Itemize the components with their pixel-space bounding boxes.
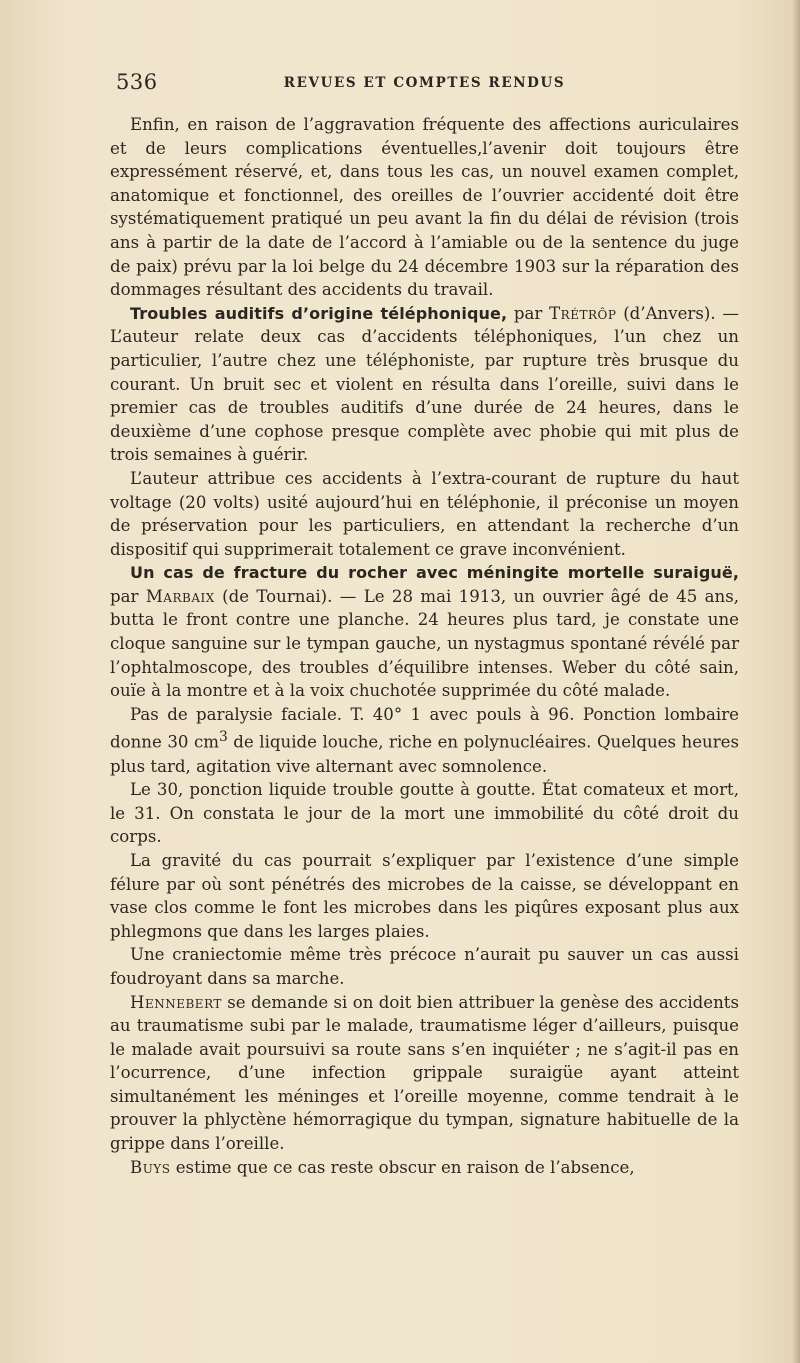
author-buys: Buys: [130, 1157, 171, 1177]
section-heading-troubles-auditifs: Troubles auditifs d’origine téléphonique,: [130, 303, 508, 323]
section-heading-fracture-rocher: Un cas de fracture du rocher avec méningite mortelle suraiguë,: [130, 563, 739, 583]
paragraph-gravite: La gravité du cas pourrait s’expliquer par l’existence d’une simple félure par où sont pénétrés des microbes de la caisse, se développant en vase clos comme le font les microbes dans les piqûres exposant plus aux phlegmons que dans les larges plaies.: [110, 850, 739, 941]
author-hennebert: Hennebert: [130, 992, 222, 1012]
author-marbaix: Marbaix: [145, 586, 215, 606]
paragraph-fracture-rocher: Un cas de fracture du rocher avec méningite mortelle suraiguë, par Marbaix (de Tournai). — Le 28 mai 1913, un ouvrier âgé de 45 ans, butta le front contre une planche. 24 heures plus tard, je constate une cloque sanguine sur le tympan gauche, un nystagmus spontané révélé par l’ophtalmoscope, des troubles d’équilibre intenses. Weber du côté sain, ouïe à la montre et à la voix chuchotée supprimée du côté malade.: [110, 563, 739, 701]
page-number: 536: [116, 70, 158, 94]
paragraph-buys: Buys estime que ce cas reste obscur en raison de l’absence,: [130, 1157, 635, 1177]
paragraph-conclusion: Enfin, en raison de l’aggravation fréquente des affections auriculaires et de leurs complications éventuelles,l’avenir doit toujours être expressément réservé, et, dans tous les cas, un nouvel examen complet, anatomique et fonctionnel, des oreilles de l’ouvrier accidenté doit être systématiquement pratiqué un peu avant la fin du délai de révision (trois ans à partir de la date de l’accord à l’amiable ou de la sentence du juge de paix) prévu par la loi belge du 24 décembre 1903 sur la réparation des dommages résultant des accidents du travail.: [110, 115, 739, 300]
running-head: REVUES ET COMPTES RENDUS: [283, 75, 566, 91]
page-edge-shadow: [792, 0, 800, 1363]
paragraph-troubles-auditifs: Troubles auditifs d’origine téléphonique, par Trétrôp (d’Anvers). — L’auteur relate deux cas d’accidents téléphoniques, l’un chez un particulier, l’autre chez une téléphoniste, par rupture très brusque du courant. Un bruit sec et violent en résulta dans l’oreille, suivi dans le premier cas de troubles auditifs d’une durée de 24 heures, dans le deuxième d’une cophose presque complète avec phobie qui mit plus de trois semaines à guérir.: [110, 303, 739, 465]
paragraph-hennebert: Hennebert se demande si on doit bien attribuer la genèse des accidents au traumatisme subi par le malade, traumatisme léger d’ailleurs, puisque le malade avait poursuivi sa route sans s’en inquiéter ; ne s’agit-il pas en l’ocurrence, d’une infection grippale suraigüe ayant atteint simultanément les méninges et l’oreille moyenne, comme tendrait à le prouver la phlyctène hémorragique du tympan, signature habituelle de la grippe dans l’oreille.: [110, 992, 739, 1154]
author-tretrop: Trétrôp: [549, 303, 617, 323]
body-text: [110, 113, 739, 1179]
paragraph-craniectomie: Une craniectomie même très précoce n’aurait pu sauver un cas aussi foudroyant dans sa marche.: [110, 945, 739, 988]
page-header: [112, 70, 737, 100]
paragraph-extra-courant: L’auteur attribue ces accidents à l’extra-courant de rupture du haut voltage (20 volts) usité aujourd’hui en téléphonie, il préconise un moyen de préservation pour les particuliers, en attendant la recherche d’un dispositif qui supprimerait totalement ce grave inconvénient.: [110, 468, 739, 559]
paragraph-ponction: Pas de paralysie faciale. T. 40° 1 avec pouls à 96. Ponction lombaire donne 30 $cm^3$ de liquide louche, riche en polynucléaires. Quelques heures plus tard, agitation vive alternant avec somnolence.: [110, 704, 739, 776]
paragraph-mort: Le 30, ponction liquide trouble goutte à goutte. État comateux et mort, le 31. On constata le jour de la mort une immobilité du côté droit du corps.: [110, 780, 739, 847]
